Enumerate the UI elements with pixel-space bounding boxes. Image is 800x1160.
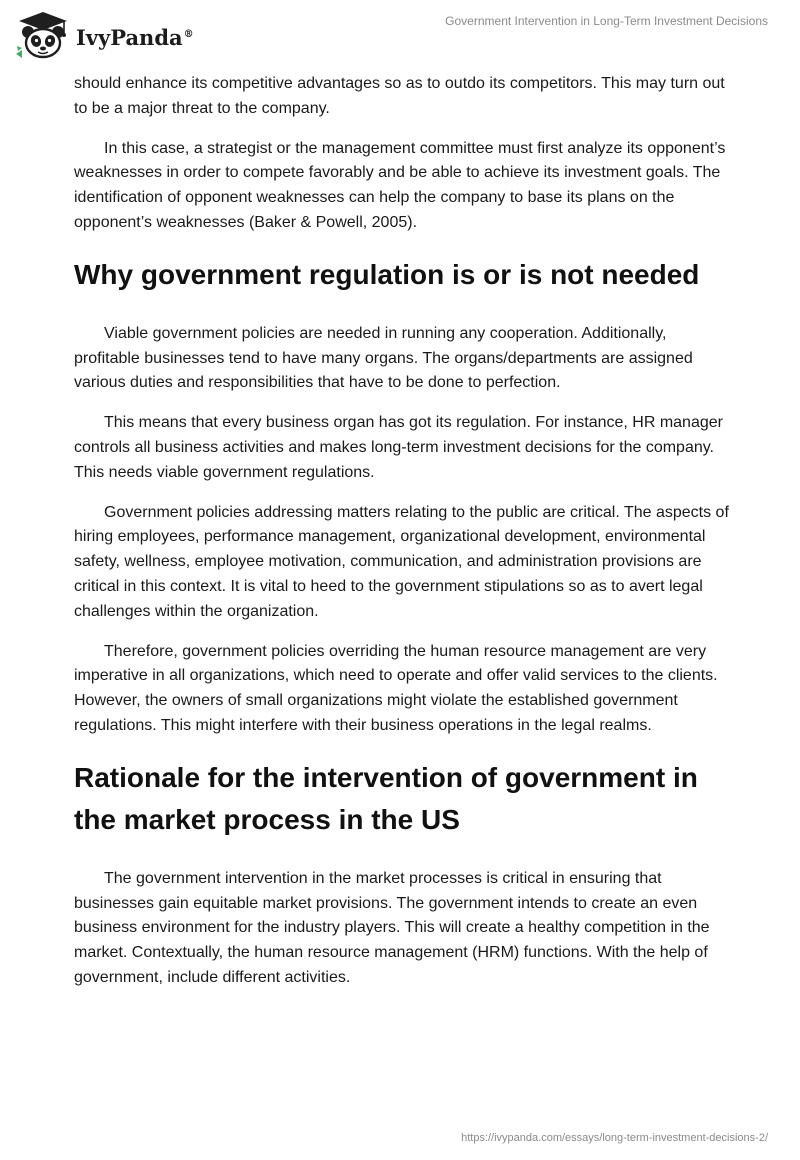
section-heading: Why government regulation is or is not needed [74, 258, 700, 290]
paragraph: The government intervention in the market processes is critical in ensuring that businesses gain equitable market provisions. The government intends to create an even business environment for the industry players. This will create a healthy competition in the market. Contextually, the human resource management (HRM) functions. With the help of government, include different activities. [74, 869, 710, 986]
section-heading: Rationale for the intervention of government in the market process in the US [74, 761, 698, 835]
paragraph: should enhance its competitive advantages so as to outdo its competitors. This may turn out to be a major threat to the company. [74, 75, 725, 117]
article-body [74, 70, 734, 991]
brand-name: IvyPanda® [76, 24, 194, 50]
paragraph: In this case, a strategist or the management committee must first analyze its opponent’s weaknesses in order to compete favorably and be able to achieve its investment goals. The identification of opponent weaknesses can help the company to base its plans on the opponent’s weaknesses (Baker & Powell, 2005). [74, 139, 726, 231]
paragraph: This means that every business organ has got its regulation. For instance, HR manager controls all business activities and makes long-term investment decisions for the company. This needs viable government regulations. [74, 414, 723, 481]
paragraph: Therefore, government policies overriding the human resource management are very imperative in all organizations, which need to operate and offer valid services to the clients. However, the owners of small organizations might violate the established government regulations. This might interfere with their business operations in the legal realms. [74, 642, 718, 734]
document-title: Government Intervention in Long-Term Investment Decisions [445, 14, 768, 28]
source-url[interactable]: https://ivypanda.com/essays/long-term-investment-decisions-2/ [461, 1132, 768, 1144]
paragraph: Government policies addressing matters relating to the public are critical. The aspects of hiring employees, performance management, organizational development, environmental safety, wellness, employee motivation, communication, and administration provisions are critical in this context. It is vital to heed to the government stipulations so as to avert legal challenges within the organization. [74, 503, 729, 620]
ivypanda-logo[interactable] [14, 8, 204, 62]
paragraph: Viable government policies are needed in running any cooperation. Additionally, profitable businesses tend to have many organs. The organs/departments are assigned various duties and responsibilities that have to be done to perfection. [74, 324, 693, 392]
panda-icon [14, 10, 72, 60]
page-header [0, 0, 800, 70]
